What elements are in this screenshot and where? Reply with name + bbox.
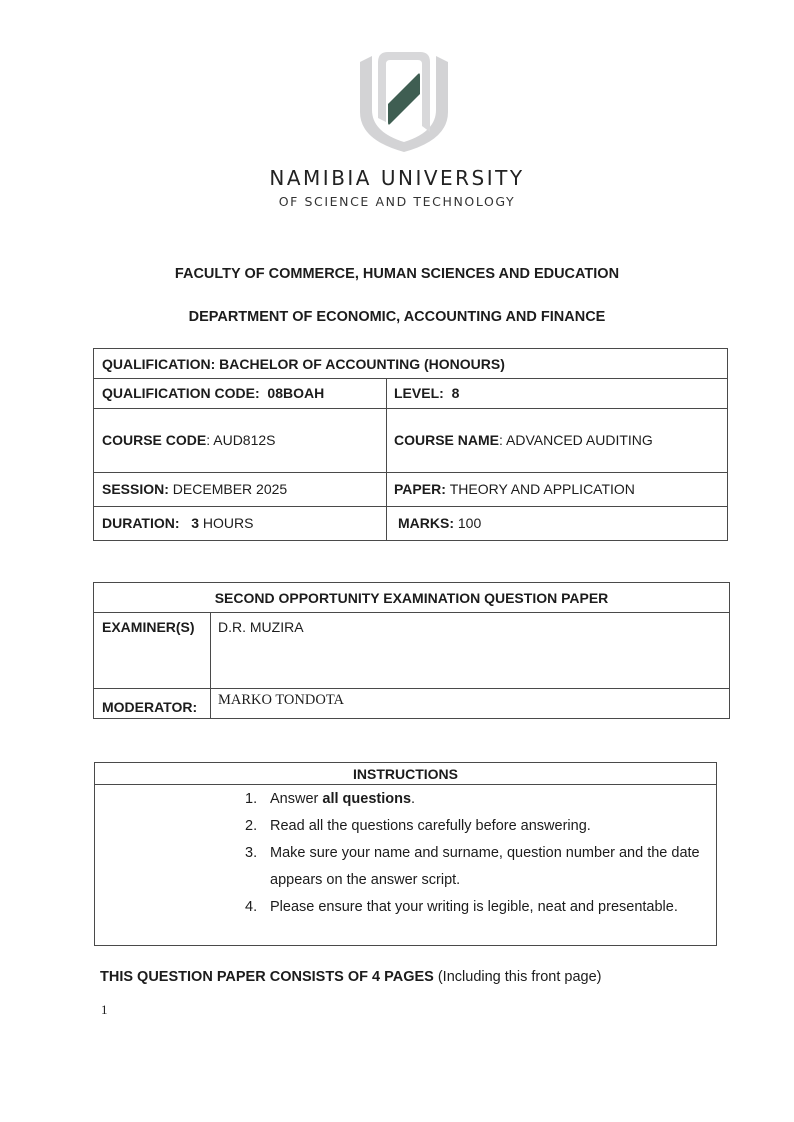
moderator-label: MODERATOR:	[102, 699, 198, 715]
department-heading: DEPARTMENT OF ECONOMIC, ACCOUNTING AND FINANCE	[188, 309, 606, 325]
instruction-text: Read all the questions carefully before answering.	[270, 818, 591, 834]
qualification-code-value: 08BOAH	[267, 385, 325, 401]
duration-label: DURATION:	[102, 515, 180, 531]
course-code-value: : AUD812S	[206, 432, 276, 448]
qualification-value: BACHELOR OF ACCOUNTING (HONOURS)	[219, 355, 505, 372]
page-count-bold: THIS QUESTION PAPER CONSISTS OF 4 PAGES	[100, 969, 434, 985]
university-name: NAMIBIA UNIVERSITY	[269, 166, 525, 190]
exam-panel-table	[93, 582, 730, 719]
course-code-cell	[94, 408, 386, 472]
instruction-number: 4.	[245, 899, 258, 915]
exam-panel-title: SECOND OPPORTUNITY EXAMINATION QUESTION PAPER	[214, 589, 609, 606]
session-label: SESSION:	[102, 481, 169, 497]
instruction-text-bold: all questions	[322, 791, 412, 807]
instruction-text: Make sure your name and surname, question number and the date appears on the answer script.	[270, 845, 700, 888]
page-count-rest: (Including this front page)	[433, 969, 602, 985]
instructions-title: INSTRUCTIONS	[353, 765, 458, 782]
examiner-label: EXAMINER(S)	[102, 619, 195, 635]
instruction-text	[270, 786, 715, 813]
qualification-label: QUALIFICATION:	[102, 355, 216, 372]
page-number: 1	[101, 1002, 108, 1017]
instruction-number: 2.	[245, 818, 258, 834]
exam-panel-title-cell	[94, 583, 729, 612]
course-name-label: COURSE NAME	[394, 432, 500, 448]
duration-value-number: 3	[191, 515, 199, 531]
moderator-label-cell	[94, 688, 210, 719]
instruction-number: 1.	[245, 791, 258, 807]
course-name-value: : ADVANCED AUDITING	[499, 432, 653, 448]
instructions-table	[94, 762, 717, 946]
instruction-text-post: .	[411, 791, 416, 807]
level-label: LEVEL:	[394, 385, 444, 401]
marks-label: MARKS:	[398, 515, 454, 531]
qualification-code-cell	[94, 378, 386, 408]
course-name-cell	[386, 408, 727, 472]
paper-value: THEORY AND APPLICATION	[449, 481, 635, 497]
qualification-cell	[94, 349, 727, 378]
paper-label: PAPER:	[394, 481, 446, 497]
university-subtitle: OF SCIENCE AND TECHNOLOGY	[278, 194, 516, 209]
examiner-value-cell	[210, 612, 729, 642]
examiner-value: D.R. MUZIRA	[218, 619, 304, 635]
instruction-text-pre: Answer	[270, 791, 323, 807]
instructions-list	[245, 786, 715, 921]
marks-cell	[386, 506, 727, 540]
course-code-label: COURSE CODE	[102, 432, 207, 448]
instruction-item-4	[245, 894, 715, 921]
instruction-item-2	[245, 813, 715, 840]
paper-cell	[386, 472, 727, 506]
examiner-label-cell	[94, 612, 210, 642]
marks-value: 100	[457, 515, 482, 531]
qualification-code-label: QUALIFICATION CODE:	[102, 385, 260, 401]
session-value: DECEMBER 2025	[172, 481, 288, 497]
session-cell	[94, 472, 386, 506]
level-value: 8	[451, 385, 460, 401]
instruction-item-3	[245, 840, 715, 894]
nust-shield-logo-icon	[356, 48, 452, 152]
duration-cell	[94, 506, 386, 540]
course-info-table	[93, 348, 728, 541]
faculty-heading: FACULTY OF COMMERCE, HUMAN SCIENCES AND EDUCATION	[174, 266, 620, 282]
moderator-value-cell	[210, 688, 729, 719]
instruction-number: 3.	[245, 845, 258, 861]
level-cell	[386, 378, 727, 408]
instruction-text: Please ensure that your writing is legible, neat and presentable.	[270, 899, 678, 915]
instruction-item-1	[245, 786, 715, 813]
page-count-note	[100, 969, 601, 985]
moderator-value: MARKO TONDOTA	[218, 692, 344, 708]
duration-value-unit: HOURS	[202, 515, 254, 531]
